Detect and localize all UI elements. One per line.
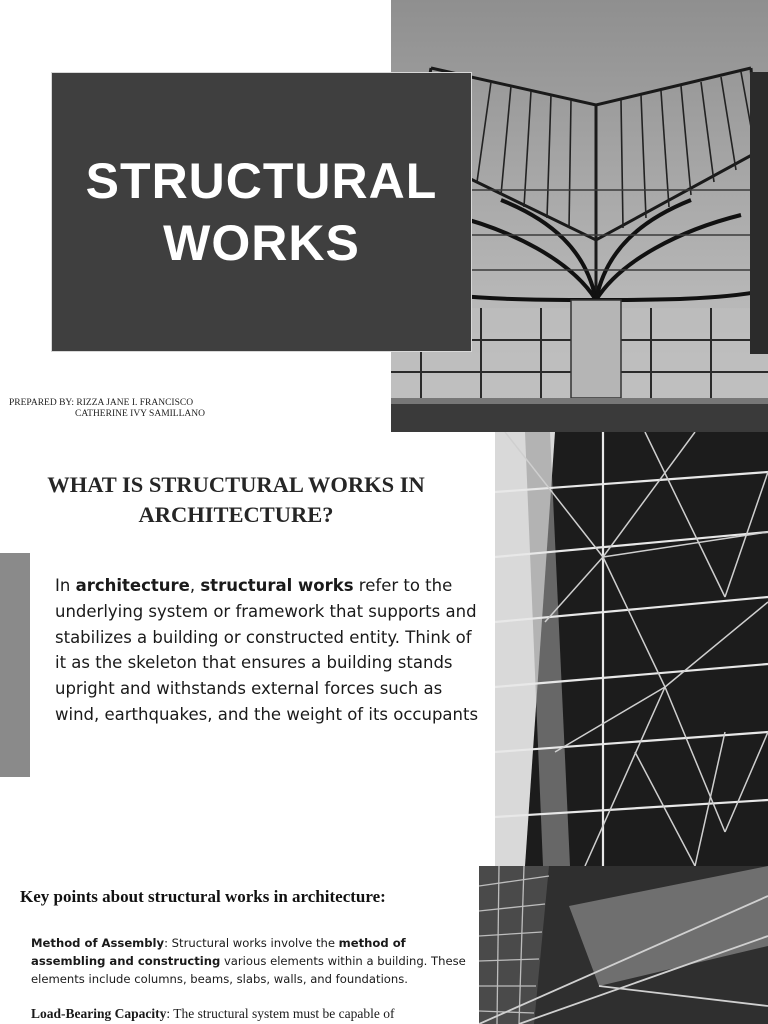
point1-bold-1: Method of Assembly — [31, 936, 165, 950]
title-line-1: STRUCTURAL — [85, 153, 438, 209]
building-photo — [479, 866, 768, 1024]
section-heading-line-1: WHAT IS STRUCTURAL WORKS IN — [47, 472, 425, 497]
title-line-2: WORKS — [163, 215, 360, 271]
title-box — [51, 72, 472, 352]
space-frame-photo — [495, 432, 768, 866]
definition-text-1: In — [55, 576, 76, 595]
prepared-by-line-1: PREPARED BY: RIZZA JANE I. FRANCISCO — [9, 398, 194, 408]
point2-bold-1: Load-Bearing Capacity — [31, 1006, 167, 1021]
key-points-heading: Key points about structural works in architecture: — [20, 887, 386, 906]
point1-text-1: : Structural works involve the — [164, 936, 339, 950]
point1-text-2: various elements within a building. These elements include columns, beams, slabs, walls, and foundations. — [31, 954, 466, 986]
prepared-by-line-2: CATHERINE IVY SAMILLANO — [75, 409, 205, 419]
point2-text-1: : The structural system must be capable of — [166, 1006, 395, 1021]
side-accent-bar — [0, 553, 30, 777]
key-point-load-bearing — [31, 1006, 471, 1022]
definition-text-3: refer to the underlying system or framework that supports and stabilizes a building or constructed entity. Think of it as the skeleton that ensures a building stands upright and withstands external forces such as wind, earthquakes, and the weight of its occupants — [55, 576, 479, 724]
point1-bold-2: method of assembling and constructing — [31, 936, 406, 968]
definition-text-2: , — [189, 576, 201, 595]
definition-bold-1: architecture — [75, 576, 190, 595]
section-heading-line-2: ARCHITECTURE? — [138, 502, 334, 527]
key-point-method-of-assembly — [31, 934, 471, 988]
section-heading — [0, 470, 472, 530]
definition-bold-2: structural works — [200, 576, 354, 595]
definition-paragraph — [55, 573, 485, 728]
